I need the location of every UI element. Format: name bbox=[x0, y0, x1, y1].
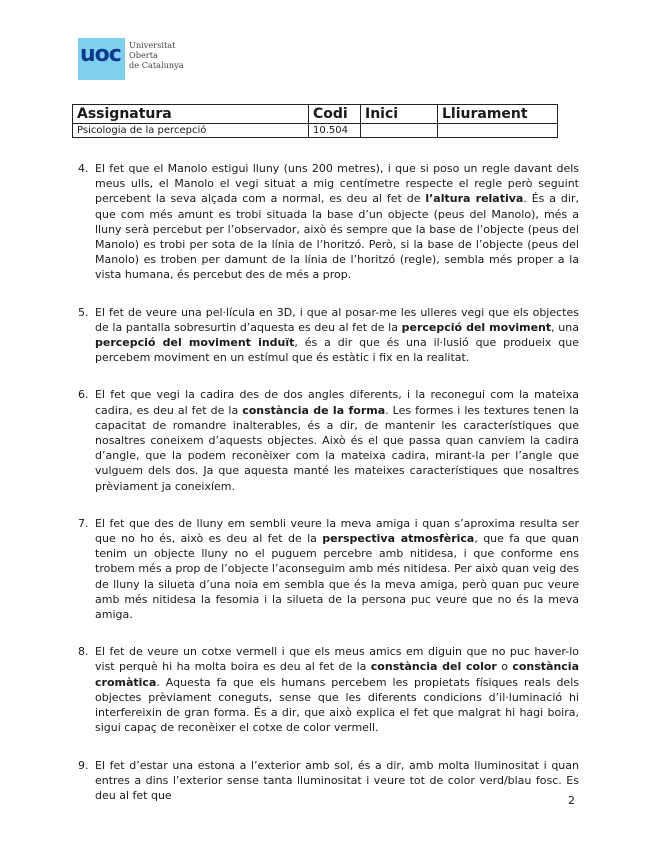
bold-term: l’altura relativa bbox=[425, 192, 524, 206]
bold-term: percepció del moviment bbox=[401, 320, 552, 334]
uoc-logo-wordmark bbox=[129, 40, 184, 70]
list-item bbox=[78, 305, 579, 366]
list-item-number: 9. bbox=[78, 758, 89, 772]
list-item bbox=[78, 758, 579, 804]
text-run: El fet que el Manolo estigui lluny (uns 200 metres), i que si poso un regle davant dels meus ulls, el Manolo el vegi situat a mig centímetre respecte el regle però seguint percebent la seva alçada com a normal, es deu al fet de bbox=[95, 162, 579, 206]
header-codi: Codi bbox=[309, 105, 361, 124]
text-run: El fet que vegi la cadira des de dos angles diferents, i la reconegui com la mateixa cadira, es deu al fet de la bbox=[95, 388, 579, 417]
header-inici: Inici bbox=[361, 105, 438, 124]
list-item-number: 7. bbox=[78, 516, 89, 530]
header-lliurament: Lliurament bbox=[438, 105, 558, 124]
cell-start bbox=[361, 124, 438, 138]
text-run: , que fa que quan tenim un objecte lluny no el puguem percebre amb nitidesa, i que conforme ens trobem més a prop de l’objecte l’aconseguim amb més nitidesa. Per això quan veig des de lluny la silueta d’una noia em sembla que és la meva amiga, però quan puc veure amb més nitidesa la fesomia i la silueta de la persona puc veure que no és la meva amiga. bbox=[95, 532, 579, 622]
logo-line: de Catalunya bbox=[129, 60, 184, 70]
cell-delivery bbox=[438, 124, 558, 138]
bold-term: constància del color bbox=[370, 660, 497, 674]
uoc-logo bbox=[78, 38, 190, 80]
list-item-number: 4. bbox=[78, 162, 89, 175]
text-run: . Aquesta fa que els humans percebem les propietats físiques reals dels objectes prèviament coneguts, sense que les diferents condicions d’il·luminació hi interfereixin de gran forma. És a dir, que això explica el fet que malgrat hi hagi boira, sigui capaç de reconèixer el cotxe de color vermell. bbox=[95, 675, 579, 735]
text-run: , una bbox=[551, 320, 579, 334]
list-item-text bbox=[95, 305, 579, 366]
bold-term: constància de la forma bbox=[242, 403, 386, 417]
answer-list bbox=[78, 161, 579, 825]
table-row bbox=[73, 124, 558, 138]
bold-term: constància cromàtica bbox=[95, 660, 579, 689]
text-run: El fet d’estar una estona a l’exterior amb sol, és a dir, amb molta lluminositat i quan entres a dins l’exterior sense tanta lluminositat i veure tot de color verd/blau fosc. Es deu al fet que bbox=[95, 758, 579, 802]
text-run: , és a dir que és una il·lusió que produeix que percebem moviment en un estímul que és estàtic i fix en la realitat. bbox=[95, 336, 579, 365]
text-run: El fet de veure una pel·lícula en 3D, i que al posar-me les ulleres vegi que els objectes de la pantalla sobresurtin d’aquesta es deu al fet de la bbox=[95, 305, 579, 334]
text-run: . Les formes i les textures tenen la capacitat de romandre inalterables, és a dir, de mantenir les característiques que nosaltres coneixem d’aquests objectes. Això és el que passa quan canviem la cadira d’angle, que la podem reconèixer com la mateixa cadira, mirant-la per l’angle que vulguem dels dos. Ja que aquesta manté les mateixes característiques que nosaltres prèviament ja coneixíem. bbox=[95, 403, 579, 493]
list-item-text bbox=[95, 644, 579, 735]
list-item-text bbox=[95, 387, 579, 493]
text-run: . És a dir, que com més amunt es trobi situada la base d’un objecte (peus del Manolo), més a lluny serà percebut per l’observador, això és sempre que la base de l’objecte (peus del Manolo) es trobi per sota de la línia de l’horitzó. Però, si la base de l’objecte (peus del Manolo) es troben per damunt de la línia de l’horitzó (regle), sembla més proper a la vista humana, és percebut des de més a prop. bbox=[95, 192, 579, 282]
bold-term: perspectiva atmosfèrica bbox=[322, 532, 475, 546]
list-item-number: 6. bbox=[78, 388, 89, 402]
subject-info-table bbox=[72, 104, 558, 138]
cell-subject: Psicologia de la percepció bbox=[73, 124, 309, 138]
logo-line: Oberta bbox=[129, 50, 158, 60]
list-item bbox=[78, 516, 579, 622]
text-run: El fet de veure un cotxe vermell i que els meus amics em diguin que no puc haver-lo vist perquè hi ha molta boira es deu al fet de la bbox=[95, 645, 579, 674]
page-number: 2 bbox=[568, 794, 575, 807]
text-run: El fet que des de lluny em sembli veure la meva amiga i quan s’aproxima resulta ser que no ho és, això es deu al fet de la bbox=[95, 516, 579, 546]
list-item-number: 8. bbox=[78, 645, 89, 659]
list-item-text bbox=[95, 758, 579, 804]
list-item-number: 5. bbox=[78, 305, 89, 319]
list-item bbox=[78, 161, 579, 283]
list-item bbox=[78, 387, 579, 493]
list-item bbox=[78, 644, 579, 735]
uoc-logo-letters: uoc bbox=[80, 42, 121, 67]
bold-term: percepció del moviment induït bbox=[95, 336, 295, 350]
list-item-text bbox=[95, 161, 579, 283]
uoc-logo-mark bbox=[78, 38, 125, 80]
text-run: o bbox=[496, 660, 513, 674]
header-assignatura: Assignatura bbox=[73, 105, 309, 124]
logo-line: Universitat bbox=[129, 40, 176, 50]
cell-code: 10.504 bbox=[309, 124, 361, 138]
table-header-row bbox=[73, 105, 558, 124]
list-item-text bbox=[95, 516, 579, 622]
